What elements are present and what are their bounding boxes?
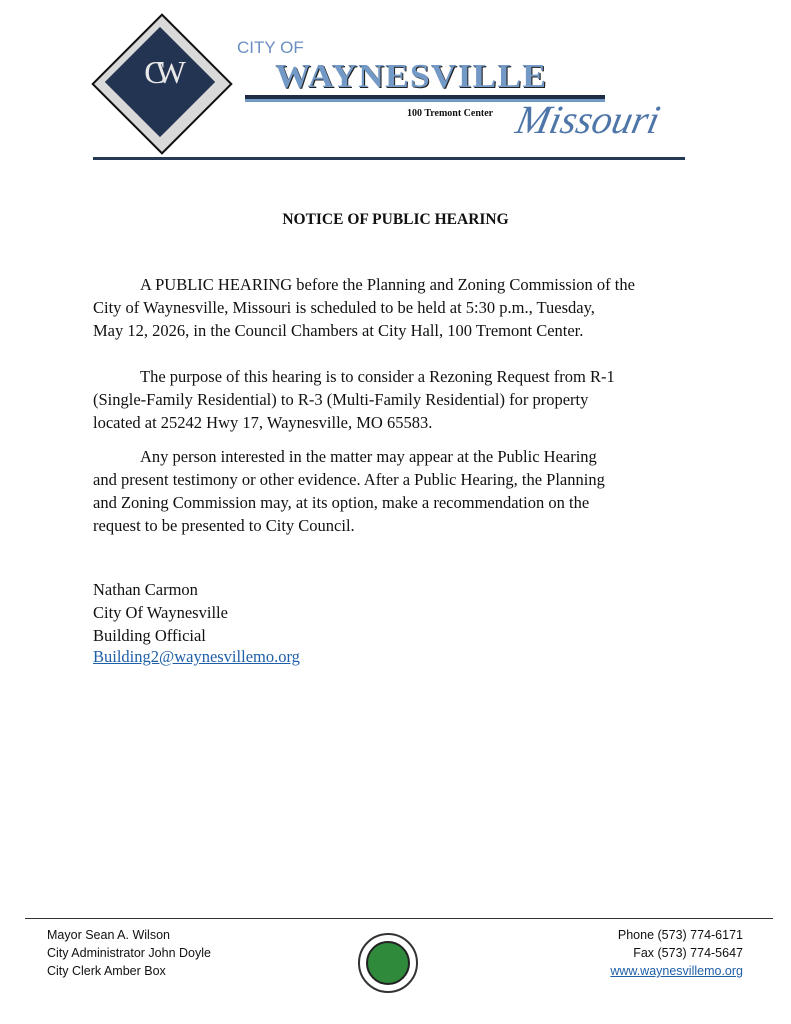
- paragraph-line: (Single-Family Residential) to R-3 (Multi-Family Residential) for property: [93, 390, 589, 409]
- footer-website-link[interactable]: www.waynesvillemo.org: [610, 964, 743, 978]
- signature-name: Nathan Carmon: [93, 580, 198, 599]
- paragraph-line: Any person interested in the matter may appear at the Public Hearing: [140, 447, 597, 466]
- signature-org: City Of Waynesville: [93, 603, 228, 622]
- city-seal-icon: [358, 933, 418, 993]
- state-name: Missouri: [512, 97, 665, 142]
- city-name: WAYNESVILLE: [275, 58, 548, 95]
- paragraph-line: and present testimony or other evidence. After a Public Hearing, the Planning: [93, 470, 605, 489]
- paragraph-line: and Zoning Commission may, at its option, make a recommendation on the: [93, 493, 590, 512]
- paragraph-line: May 12, 2026, in the Council Chambers at City Hall, 100 Tremont Center.: [93, 321, 584, 340]
- header-divider: [93, 157, 685, 160]
- paragraph-line: City of Waynesville, Missouri is scheduled to be held at 5:30 p.m., Tuesday,: [93, 298, 595, 317]
- paragraph-line: located at 25242 Hwy 17, Waynesville, MO 65583.: [93, 413, 433, 432]
- footer-clerk: City Clerk Amber Box: [47, 964, 166, 978]
- signature-role: Building Official: [93, 626, 206, 645]
- city-logo: [92, 14, 228, 150]
- paragraph-line: request to be presented to City Council.: [93, 516, 355, 535]
- city-of-label: CITY OF: [237, 38, 304, 57]
- footer-mayor: Mayor Sean A. Wilson: [47, 928, 170, 942]
- paragraph-line: The purpose of this hearing is to consider a Rezoning Request from R-1: [140, 367, 615, 386]
- logo-monogram: CW: [144, 54, 176, 90]
- footer-fax: Fax (573) 774-5647: [633, 946, 743, 960]
- footer-administrator: City Administrator John Doyle: [47, 946, 211, 960]
- signature-email-link[interactable]: Building2@waynesvillemo.org: [93, 647, 300, 666]
- notice-title: NOTICE OF PUBLIC HEARING: [282, 211, 509, 228]
- footer-divider: [25, 918, 773, 919]
- footer-phone: Phone (573) 774-6171: [617, 928, 743, 942]
- paragraph-line: A PUBLIC HEARING before the Planning and Zoning Commission of the: [140, 275, 635, 294]
- letterhead-address: 100 Tremont Center: [407, 108, 494, 119]
